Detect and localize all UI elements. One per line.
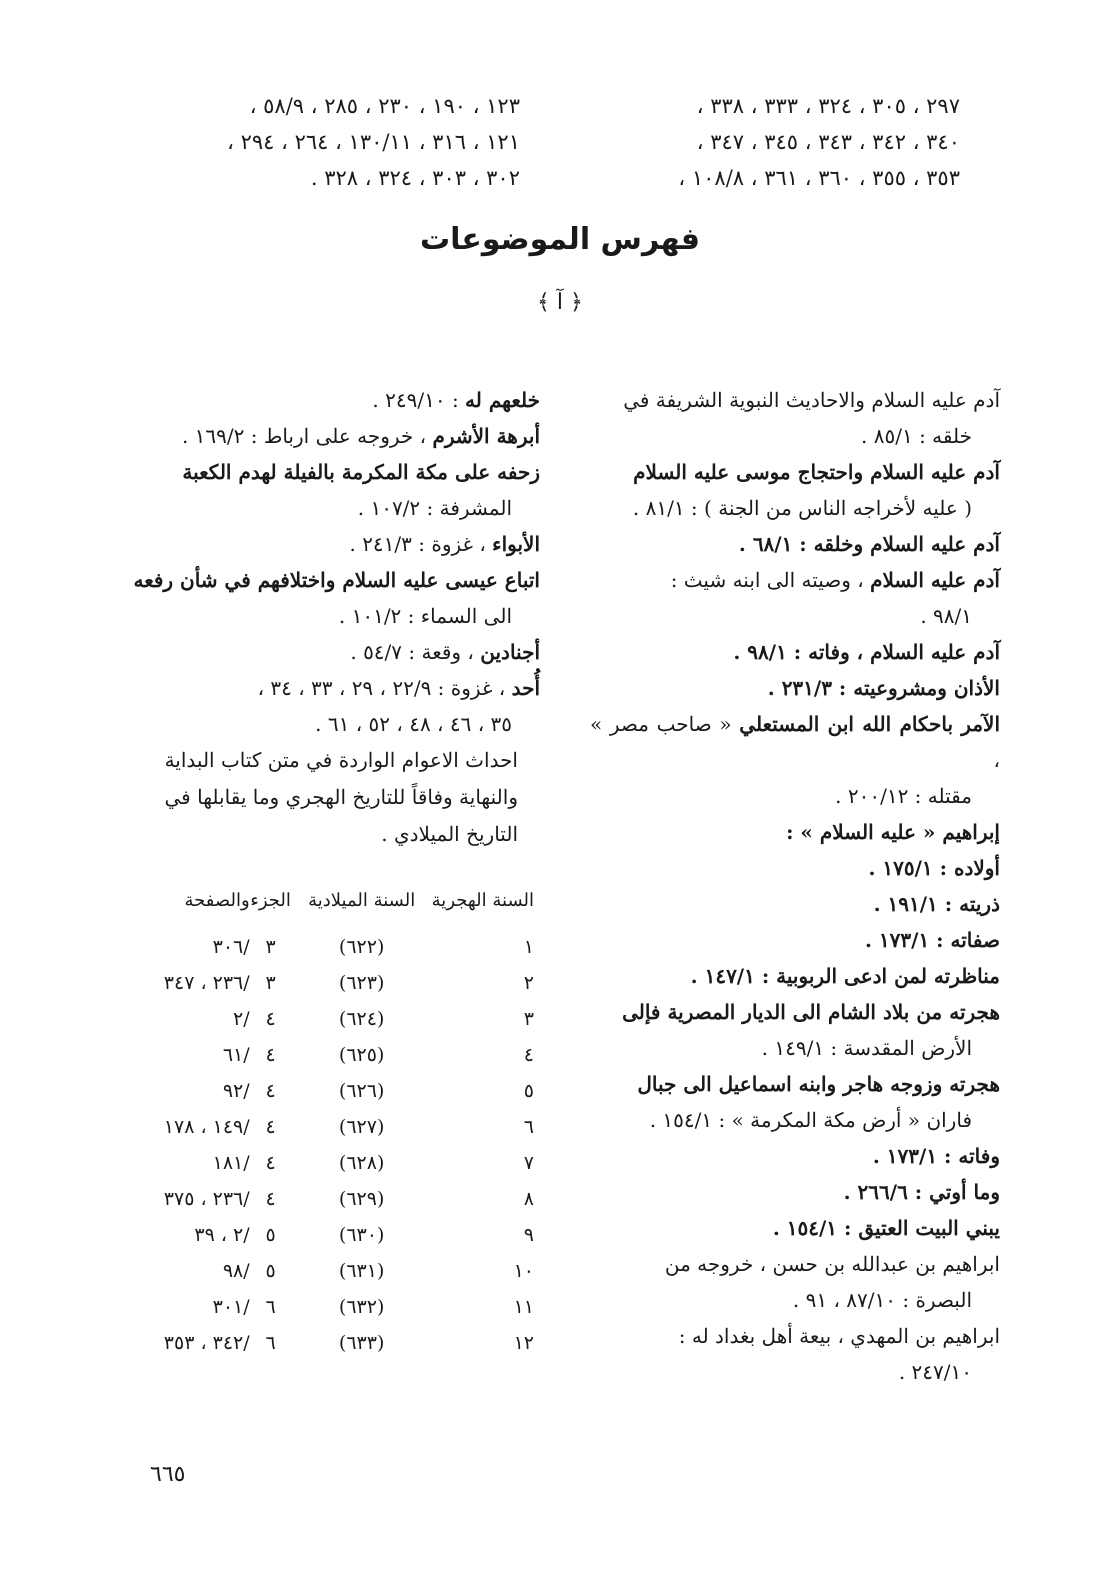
section-letter: ﴿ آ ﴾: [537, 290, 583, 315]
page-refs-cell: /٢٣٦ ، ٣٧٥: [163, 1188, 250, 1210]
hijri-year-cell: ١١: [513, 1296, 534, 1318]
entry-continuation: المشرفة : ١٠٧/٢ .: [357, 496, 512, 520]
entry-heading: يبني البيت العتيق : ١٥٤/١ .: [772, 1216, 1000, 1240]
entry-text: آدم عليه السلام والاحاديث النبوية الشريفة في: [623, 388, 1000, 412]
index-entry: [590, 1174, 1000, 1210]
years-table: [130, 890, 540, 1361]
entry-text: ، وقعة : ٥٤/٧ .: [350, 640, 481, 664]
page-refs-cell: /٣٠١: [212, 1296, 250, 1318]
header-volume: الجزء: [250, 890, 291, 911]
page-refs-cell: /٣٠٦: [212, 936, 250, 958]
table-row: [130, 1001, 540, 1037]
hijri-year-cell: ١٢: [513, 1332, 534, 1354]
entry-heading: اتباع عيسى عليه السلام واختلافهم في شأن رفعه: [133, 568, 540, 592]
entry-continuation: ٢٤٧/١٠ .: [898, 1360, 972, 1384]
entry-text: ، غزوة : ٢٤١/٣ .: [349, 532, 493, 556]
gregorian-year-cell: (٦٢٨): [338, 1152, 385, 1174]
top-right-line: ٣٤٠ ، ٣٤٢ ، ٣٤٣ ، ٣٤٥ ، ٣٤٧ ،: [696, 130, 960, 154]
index-entry: [590, 1138, 1000, 1174]
page-title: فهرس الموضوعات: [419, 222, 701, 257]
entry-continuation: فاران « أرض مكة المكرمة » : ١٥٤/١ .: [649, 1108, 972, 1132]
gregorian-year-cell: (٦٢٢): [338, 936, 385, 958]
page-number: ٦٦٥: [150, 1462, 186, 1487]
table-row: [130, 1325, 540, 1361]
gregorian-year-cell: (٦٢٥): [338, 1044, 385, 1066]
index-entry: [590, 922, 1000, 958]
gregorian-year-cell: (٦٢٧): [338, 1116, 385, 1138]
table-row: [130, 1181, 540, 1217]
page-refs-cell: /١٨١: [212, 1152, 250, 1174]
index-entry: [130, 382, 540, 418]
index-entry: [590, 1210, 1000, 1246]
hijri-year-cell: ٦: [523, 1116, 534, 1138]
entry-heading: الأبواء: [492, 532, 540, 556]
top-left-line: ١٢٣ ، ١٩٠ ، ٢٣٠ ، ٢٨٥ ، ٥٨/٩ ،: [249, 94, 520, 118]
index-entry: [590, 706, 1000, 814]
index-entry: [130, 418, 540, 454]
entry-text: ابراهيم بن المهدي ، بيعة أهل بغداد له :: [678, 1324, 1000, 1348]
gregorian-year-cell: (٦٢٩): [338, 1188, 385, 1210]
entry-continuation: البصرة : ٨٧/١٠ ، ٩١ .: [792, 1288, 972, 1312]
entry-heading: صفاته : ١٧٣/١ .: [864, 928, 1000, 952]
table-row: [130, 965, 540, 1001]
entry-heading: زحفه على مكة المكرمة بالفيلة لهدم الكعبة: [182, 460, 540, 484]
entry-continuation: مقتله : ٢٠٠/١٢ .: [835, 784, 972, 808]
volume-cell: ٤: [265, 1188, 276, 1210]
page-refs-cell: /٢ ، ٣٩: [194, 1224, 250, 1246]
entry-heading: ذريته : ١٩١/١ .: [873, 892, 1000, 916]
hijri-year-cell: ١: [523, 936, 534, 958]
top-continuation-left: [130, 88, 520, 196]
top-right-line: ٣٥٣ ، ٣٥٥ ، ٣٦٠ ، ٣٦١ ، ١٠٨/٨ ،: [678, 166, 960, 190]
entry-heading: آدم عليه السلام: [870, 568, 1000, 592]
entry-continuation: الأرض المقدسة : ١٤٩/١ .: [761, 1036, 972, 1060]
gregorian-year-cell: (٦٢٦): [338, 1080, 385, 1102]
entry-heading: آدم عليه السلام ، وفاته : ٩٨/١ .: [733, 640, 1000, 664]
table-row: [130, 1145, 540, 1181]
volume-cell: ٦: [265, 1296, 276, 1318]
hijri-year-cell: ٩: [523, 1224, 534, 1246]
top-continuation-right: [580, 88, 960, 196]
hijri-year-cell: ٣: [523, 1008, 534, 1030]
top-left-line: ١٢١ ، ٣١٦ ، ١٣٠/١١ ، ٢٦٤ ، ٢٩٤ ،: [227, 130, 520, 154]
hijri-year-cell: ٨: [523, 1188, 534, 1210]
entry-text: ، وصيته الى ابنه شيث :: [670, 568, 871, 592]
volume-cell: ٤: [265, 1152, 276, 1174]
index-entry: [590, 634, 1000, 670]
header-page: والصفحة: [184, 890, 250, 911]
volume-cell: ٤: [265, 1080, 276, 1102]
entry-continuation: خلقه : ٨٥/١ .: [861, 424, 972, 448]
index-entry: [590, 454, 1000, 526]
hijri-year-cell: ٧: [523, 1152, 534, 1174]
entry-text: « صاحب مصر » ،: [590, 712, 1000, 772]
entry-heading: آدم عليه السلام وخلقه : ٦٨/١ .: [738, 532, 1000, 556]
index-entry: [590, 1066, 1000, 1138]
table-row: [130, 1037, 540, 1073]
entry-heading: إبراهيم « عليه السلام » :: [786, 820, 1000, 844]
volume-cell: ٤: [265, 1008, 276, 1030]
index-entry: [130, 634, 540, 670]
entry-heading: وما أوتي : ٢٦٦/٦ .: [843, 1180, 1000, 1204]
volume-cell: ٤: [265, 1116, 276, 1138]
entry-text: ، غزوة : ٢٢/٩ ، ٢٩ ، ٣٣ ، ٣٤ ،: [257, 676, 512, 700]
volume-cell: ٥: [265, 1224, 276, 1246]
volume-cell: ٣: [265, 936, 276, 958]
header-hijri: السنة الهجرية: [431, 890, 534, 911]
header-gregorian: السنة الميلادية: [308, 890, 416, 911]
hijri-year-cell: ٤: [523, 1044, 534, 1066]
entry-text: ، خروجه على ارباط : ١٦٩/٢ .: [181, 424, 433, 448]
index-entry: [590, 814, 1000, 850]
index-entry: [130, 526, 540, 562]
years-note: احداث الاعوام الواردة في متن كتاب البداية والنهاية وفاقاً للتاريخ الهجري وما يقابلها في التاريخ الميلادي .: [164, 748, 518, 846]
entry-heading: وفاته : ١٧٣/١ .: [872, 1144, 1000, 1168]
entry-heading: هجرته من بلاد الشام الى الديار المصرية فإلى: [622, 1000, 1000, 1024]
entry-heading: الآمر باحكام الله ابن المستعلي: [739, 712, 1000, 736]
entry-heading: مناظرته لمن ادعى الربوبية : ١٤٧/١ .: [690, 964, 1000, 988]
index-entry: [590, 1318, 1000, 1390]
index-entry: [590, 526, 1000, 562]
table-row: [130, 1289, 540, 1325]
entry-heading: هجرته وزوجه هاجر وابنه اسماعيل الى جبال: [637, 1072, 1000, 1096]
hijri-year-cell: ١٠: [513, 1260, 534, 1282]
index-entry: [590, 382, 1000, 454]
entry-text: ابراهيم بن عبدالله بن حسن ، خروجه من: [664, 1252, 1000, 1276]
index-entry: [590, 994, 1000, 1066]
page-refs-cell: /٢٣٦ ، ٣٤٧: [163, 972, 250, 994]
table-row: [130, 1253, 540, 1289]
volume-cell: ٤: [265, 1044, 276, 1066]
entry-continuation: الى السماء : ١٠١/٢ .: [338, 604, 512, 628]
index-entry: [590, 562, 1000, 634]
index-entry: [590, 958, 1000, 994]
index-column-right: [590, 382, 1000, 1390]
index-entry: [130, 670, 540, 742]
years-table-body: [130, 929, 540, 1361]
volume-cell: ٦: [265, 1332, 276, 1354]
index-column-left: [130, 382, 540, 853]
index-entry: [590, 1246, 1000, 1318]
entry-heading: خلعهم له: [465, 388, 540, 412]
index-entry: [590, 850, 1000, 886]
hijri-year-cell: ٥: [523, 1080, 534, 1102]
gregorian-year-cell: (٦٣١): [338, 1260, 385, 1282]
entry-heading: أجنادين: [480, 640, 540, 664]
page-refs-cell: /١٤٩ ، ١٧٨: [163, 1116, 250, 1138]
top-left-line: ٣٠٢ ، ٣٠٣ ، ٣٢٤ ، ٣٢٨ .: [310, 166, 520, 190]
entry-heading: أُحد: [511, 676, 540, 700]
entry-text: : ٢٤٩/١٠ .: [372, 388, 466, 412]
top-right-line: ٢٩٧ ، ٣٠٥ ، ٣٢٤ ، ٣٣٣ ، ٣٣٨ ،: [696, 94, 960, 118]
index-entry: [130, 454, 540, 526]
gregorian-year-cell: (٦٢٤): [338, 1008, 385, 1030]
table-row: [130, 1109, 540, 1145]
page-refs-cell: /٢: [233, 1008, 250, 1030]
table-row: [130, 929, 540, 965]
entry-continuation: ( عليه لأخراجه الناس من الجنة ) : ٨١/١ .: [632, 496, 972, 520]
gregorian-year-cell: (٦٢٣): [338, 972, 385, 994]
page-refs-cell: /٣٤٢ ، ٣٥٣: [163, 1332, 250, 1354]
index-entry: [130, 562, 540, 634]
years-table-header: [130, 890, 540, 929]
index-entry: [590, 886, 1000, 922]
gregorian-year-cell: (٦٣٠): [338, 1224, 385, 1246]
entry-heading: آدم عليه السلام واحتجاج موسى عليه السلام: [633, 460, 1000, 484]
table-row: [130, 1217, 540, 1253]
hijri-year-cell: ٢: [523, 972, 534, 994]
table-row: [130, 1073, 540, 1109]
volume-cell: ٥: [265, 1260, 276, 1282]
gregorian-year-cell: (٦٣٢): [338, 1296, 385, 1318]
entry-heading: أولاده : ١٧٥/١ .: [868, 856, 1000, 880]
page-refs-cell: /٩٨: [222, 1260, 250, 1282]
gregorian-year-cell: (٦٣٣): [338, 1332, 385, 1354]
entry-continuation: ٣٥ ، ٤٦ ، ٤٨ ، ٥٢ ، ٦١ .: [315, 712, 512, 736]
index-entry: [590, 670, 1000, 706]
page-refs-cell: /٦١: [222, 1044, 250, 1066]
volume-cell: ٣: [265, 972, 276, 994]
left-entries: [130, 382, 540, 742]
entry-heading: أبرهة الأشرم: [432, 424, 540, 448]
entry-heading: الأذان ومشروعيته : ٢٣١/٣ .: [767, 676, 1000, 700]
page-refs-cell: /٩٢: [222, 1080, 250, 1102]
entry-continuation: ٩٨/١ .: [920, 604, 972, 628]
